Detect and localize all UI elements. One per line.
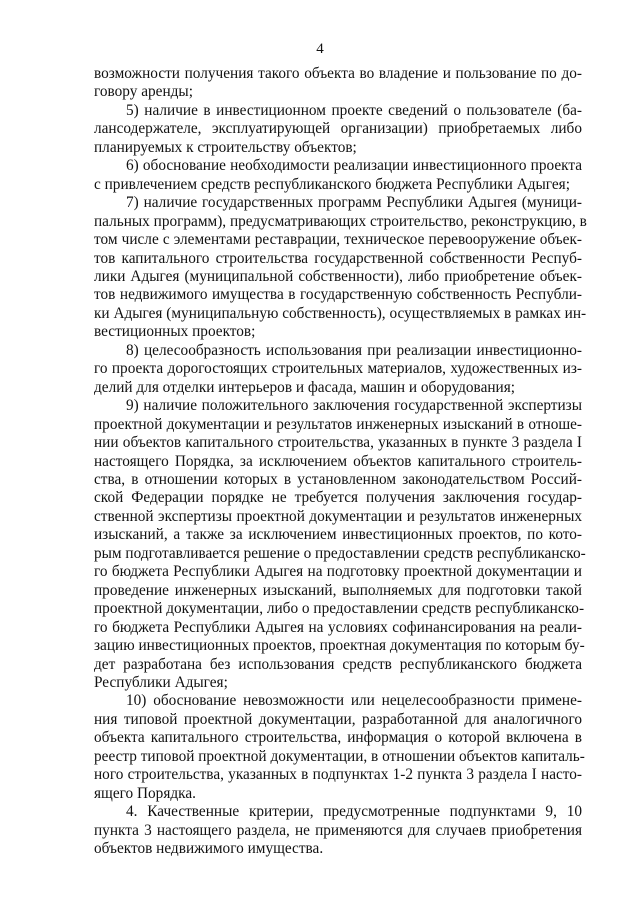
text-line: проектной документации, либо о предоставлении средств республиканско- bbox=[94, 600, 585, 618]
text-line: тов капитального строительства государственной собственности Респуб- bbox=[94, 249, 582, 267]
text-line: зацию инвестиционных проектов, проектная документация по которым бу- bbox=[94, 637, 585, 655]
text-line: ки Адыгея (муниципальную собственность), осуществляемых в рамках ин- bbox=[94, 304, 587, 322]
text-line: с привлечением средств республиканского бюджета Республики Адыгея; bbox=[94, 175, 570, 193]
paragraph-item-10 bbox=[94, 692, 585, 803]
text-line: вестиционных проектов; bbox=[94, 323, 256, 341]
paragraph-item-8 bbox=[94, 342, 582, 397]
text-line: реестр типовой проектной документации, в отношении объектов капиталь- bbox=[94, 747, 585, 765]
text-line: ния типовой проектной документации, разработанной для аналогичного bbox=[94, 710, 582, 728]
paragraph-item-7 bbox=[94, 194, 587, 342]
text-line: 7) наличие государственных программ Республики Адыгея (муници- bbox=[126, 194, 582, 212]
text-line: рым подготавливается решение о предоставлении средств республиканско- bbox=[94, 544, 586, 562]
text-line: объекта капитального строительства, информация о которой включена в bbox=[94, 729, 582, 747]
text-line: объектов недвижимого имущества. bbox=[94, 840, 324, 858]
text-line: говору аренды; bbox=[94, 83, 193, 101]
text-line: 5) наличие в инвестиционном проекте сведений о пользователе (ба- bbox=[126, 101, 582, 119]
paragraph-continuation bbox=[94, 65, 582, 102]
text-line: настоящего Порядка, за исключением объектов капитального строитель- bbox=[94, 452, 582, 470]
paragraph-clause-4 bbox=[94, 803, 582, 858]
text-line: делий для отделки интерьеров и фасада, машин и оборудования; bbox=[94, 378, 516, 396]
text-line: возможности получения такого объекта во владение и пользование по до- bbox=[94, 65, 582, 82]
text-line: ства, в отношении которых в установленном законодательством Россий- bbox=[94, 470, 582, 488]
text-line: го проекта дорогостоящих строительных материалов, художественных из- bbox=[94, 360, 582, 378]
text-line: го бюджета Республики Адыгея на подготовку проектной документации и bbox=[94, 563, 582, 581]
text-line: пункта 3 настоящего раздела, не применяются для случаев приобретения bbox=[94, 821, 582, 839]
text-line: планируемых к строительству объектов; bbox=[94, 138, 357, 156]
text-line: ственной экспертизы проектной документации и результатов инженерных bbox=[94, 507, 582, 525]
text-line: проведение инженерных изысканий, выполняемых для подготовки такой bbox=[94, 581, 582, 599]
text-line: ской Федерации порядке не требуется получения заключения государ- bbox=[94, 489, 582, 507]
text-line: 10) обоснование невозможности или нецелесообразности примене- bbox=[126, 692, 582, 710]
text-line: тов недвижимого имущества в государственную собственность Республи- bbox=[94, 286, 582, 304]
text-line: дет разработана без использования средств республиканского бюджета bbox=[94, 655, 582, 673]
paragraph-item-6 bbox=[94, 157, 582, 194]
document-body bbox=[94, 65, 587, 858]
text-line: пальных программ), предусматривающих строительство, реконструкцию, в bbox=[94, 212, 587, 230]
text-line: 9) наличие положительного заключения государственной экспертизы bbox=[126, 397, 582, 415]
text-line: 8) целесообразность использования при реализации инвестиционно- bbox=[126, 341, 582, 359]
text-line: Республики Адыгея; bbox=[94, 673, 228, 691]
page-number: 4 bbox=[316, 41, 324, 57]
text-line: проектной документации и результатов инженерных изысканий в отноше- bbox=[94, 415, 582, 433]
text-line: нии объектов капитального строительства, указанных в пункте 3 раздела I bbox=[94, 434, 582, 452]
text-line: изысканий, а также за исключением инвестиционных проектов, по кото- bbox=[94, 526, 582, 544]
text-line: го бюджета Республики Адыгея на условиях софинансирования на реали- bbox=[94, 618, 582, 636]
text-line: ящего Порядка. bbox=[94, 784, 196, 802]
text-line: лики Адыгея (муниципальной собственности), либо приобретение объек- bbox=[94, 267, 582, 285]
paragraph-item-5 bbox=[94, 102, 582, 157]
text-line: 4. Качественные критерии, предусмотренные подпунктами 9, 10 bbox=[126, 803, 582, 821]
text-line: ного строительства, указанных в подпунктах 1-2 пункта 3 раздела I насто- bbox=[94, 766, 582, 784]
text-line: 6) обоснование необходимости реализации инвестиционного проекта bbox=[126, 157, 582, 175]
text-line: лансодержателе, эксплуатирующей организации) приобретаемых либо bbox=[94, 120, 582, 138]
text-line: том числе с элементами реставрации, техническое перевооружение объек- bbox=[94, 231, 582, 249]
paragraph-item-9 bbox=[94, 397, 586, 692]
